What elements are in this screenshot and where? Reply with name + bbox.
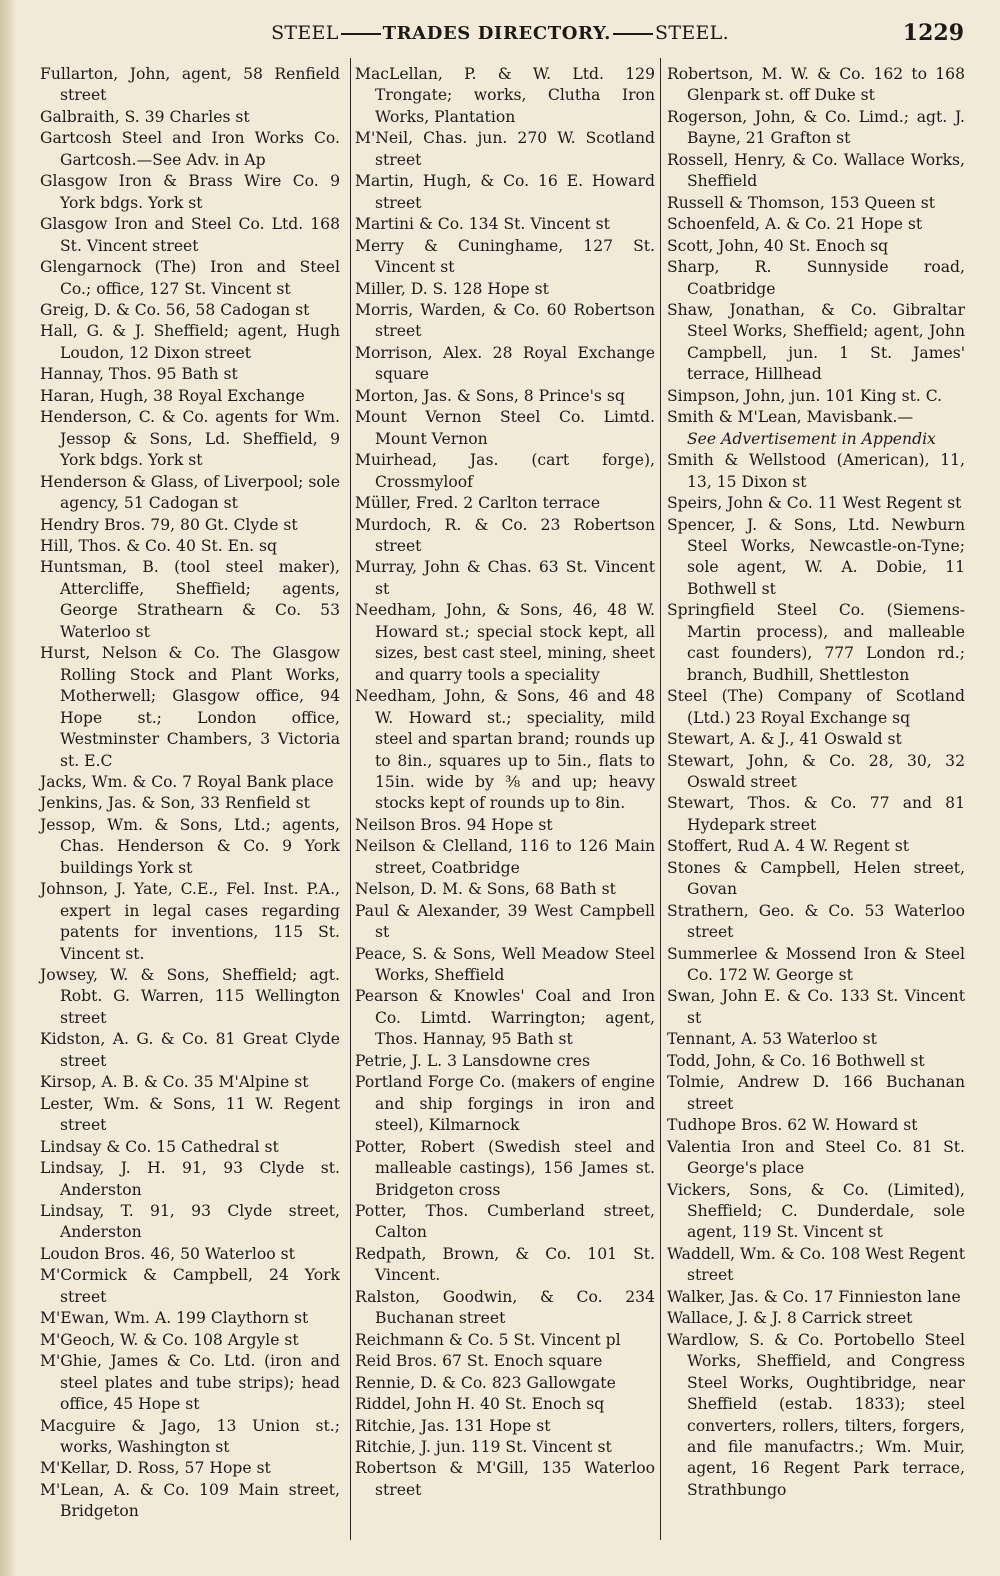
directory-entry: Glengarnock (The) Iron and Steel Co.; office, 127 St. Vincent st: [40, 258, 340, 298]
directory-entry: Loudon Bros. 46, 50 Waterloo st: [40, 1244, 295, 1263]
directory-entry: Pearson & Knowles' Coal and Iron Co. Limtd. Warrington; agent, Thos. Hannay, 95 Bath st: [355, 987, 655, 1049]
directory-entry: Stewart, A. & J., 41 Oswald st: [667, 730, 902, 749]
directory-entry: Hannay, Thos. 95 Bath st: [40, 365, 238, 384]
directory-entry: M'Kellar, D. Ross, 57 Hope st: [40, 1459, 271, 1478]
header-right-word: STEEL.: [655, 22, 729, 44]
directory-entry: Petrie, J. L. 3 Lansdowne cres: [355, 1051, 591, 1070]
directory-entry: Potter, Robert (Swedish steel and malleable castings), 156 James st. Bridgeton cross: [355, 1137, 655, 1199]
directory-entry: Glasgow Iron and Steel Co. Ltd. 168 St. Vincent street: [40, 215, 340, 255]
directory-entry: Kidston, A. G. & Co. 81 Great Clyde street: [40, 1030, 340, 1070]
directory-entry: Paul & Alexander, 39 West Campbell st: [355, 901, 655, 942]
directory-entry: Gartcosh Steel and Iron Works Co. Gartcosh.—See Adv. in Ap: [40, 129, 340, 169]
directory-entry: Lester, Wm. & Sons, 11 W. Regent street: [40, 1094, 340, 1135]
directory-entry: Haran, Hugh, 38 Royal Exchange: [40, 386, 305, 405]
directory-entry: Steel (The) Company of Scotland (Ltd.) 23 Royal Exchange sq: [667, 687, 965, 727]
directory-entry: Lindsay & Co. 15 Cathedral st: [40, 1137, 279, 1156]
directory-entry: Strathern, Geo. & Co. 53 Waterloo street: [667, 901, 965, 942]
directory-entry: Jowsey, W. & Sons, Sheffield; agt. Robt. G. Warren, 115 Wellington street: [40, 966, 340, 1027]
directory-entry: Stewart, Thos. & Co. 77 and 81 Hydepark street: [667, 794, 965, 834]
directory-entry: Simpson, John, jun. 101 King st. C.: [667, 386, 943, 405]
column-rule-right: [660, 58, 661, 1540]
directory-entry: Needham, John, & Sons, 46 and 48 W. Howard st.; speciality, mild steel and spartan brand; rounds up to 8in., squares up to 5in., flats to 15in. wide by ⅜ and up; heavy stocks kept of rounds up to 8in.: [355, 687, 655, 813]
directory-entry: Reid Bros. 67 St. Enoch square: [355, 1352, 603, 1371]
directory-entry: Neilson Bros. 94 Hope st: [355, 815, 553, 834]
directory-entry: Fullarton, John, agent, 58 Renfield street: [40, 65, 340, 105]
directory-entry: Muirhead, Jas. (cart forge), Crossmyloof: [355, 451, 655, 491]
directory-entry: Spencer, J. & Sons, Ltd. Newburn Steel Works, Newcastle-on-Tyne; sole agent, W. A. Dobie, 11 Bothwell st: [667, 515, 965, 598]
directory-entry: Rennie, D. & Co. 823 Gallowgate: [355, 1373, 616, 1392]
directory-entry: Huntsman, B. (tool steel maker), Attercliffe, Sheffield; agents, George Strathearn & Co. 53 Waterloo st: [40, 558, 340, 641]
directory-entry: Jessop, Wm. & Sons, Ltd.; agents, Chas. Henderson & Co. 9 York buildings York st: [40, 815, 340, 877]
directory-entry: See Advertisement in Appendix: [687, 429, 936, 448]
directory-entry: Jenkins, Jas. & Son, 33 Renfield st: [40, 794, 310, 813]
directory-entry: Stones & Campbell, Helen street, Govan: [667, 858, 965, 899]
directory-entry: Smith & M'Lean, Mavisbank.—: [667, 408, 914, 427]
directory-entry: Tudhope Bros. 62 W. Howard st: [667, 1116, 918, 1135]
directory-entry: M'Geoch, W. & Co. 108 Argyle st: [40, 1330, 299, 1349]
directory-entry: Henderson & Glass, of Liverpool; sole agency, 51 Cadogan st: [40, 472, 340, 513]
directory-entry: Murray, John & Chas. 63 St. Vincent st: [355, 558, 655, 598]
directory-entry: M'Ewan, Wm. A. 199 Claythorn st: [40, 1309, 309, 1328]
directory-entry: Martini & Co. 134 St. Vincent st: [355, 215, 610, 234]
directory-entry: Murdoch, R. & Co. 23 Robertson street: [355, 515, 655, 555]
directory-entry: Hill, Thos. & Co. 40 St. En. sq: [40, 536, 278, 555]
directory-entry: Galbraith, S. 39 Charles st: [40, 107, 250, 126]
directory-entry: Kirsop, A. B. & Co. 35 M'Alpine st: [40, 1073, 309, 1092]
directory-entry: Peace, S. & Sons, Well Meadow Steel Works, Sheffield: [355, 944, 655, 985]
header-directory-title: TRADES DIRECTORY.: [382, 23, 612, 44]
directory-entry: Reichmann & Co. 5 St. Vincent pl: [355, 1330, 621, 1349]
directory-entry: Martin, Hugh, & Co. 16 E. Howard street: [355, 172, 655, 212]
directory-entry: Glasgow Iron & Brass Wire Co. 9 York bdgs. York st: [40, 172, 340, 212]
directory-entry: Shaw, Jonathan, & Co. Gibraltar Steel Works, Sheffield; agent, John Campbell, jun. 1 St. James' terrace, Hillhead: [667, 300, 965, 384]
directory-entry: Morton, Jas. & Sons, 8 Prince's sq: [355, 386, 625, 405]
directory-column-1: [40, 64, 340, 1523]
directory-entry: Hendry Bros. 79, 80 Gt. Clyde st: [40, 515, 298, 534]
header-dash-right: [613, 33, 653, 35]
directory-entry: Schoenfeld, A. & Co. 21 Hope st: [667, 215, 923, 234]
directory-entry: Greig, D. & Co. 56, 58 Cadogan st: [40, 300, 310, 319]
header-title: [30, 22, 970, 44]
directory-entry: Hurst, Nelson & Co. The Glasgow Rolling Stock and Plant Works, Motherwell; Glasgow office, 94 Hope st.; London office, Westminster Chambers, 3 Victoria st. E.C: [40, 644, 340, 770]
directory-entry: M'Ghie, James & Co. Ltd. (iron and steel plates and tube strips); head office, 45 Hope st: [40, 1352, 340, 1414]
directory-entry: Stoffert, Rud A. 4 W. Regent st: [667, 837, 909, 856]
directory-entry: Sharp, R. Sunnyside road, Coatbridge: [667, 258, 965, 298]
directory-entry: Merry & Cuninghame, 127 St. Vincent st: [355, 236, 655, 277]
directory-entry: Henderson, C. & Co. agents for Wm. Jessop & Sons, Ld. Sheffield, 9 York bdgs. York st: [40, 408, 340, 470]
directory-entry: Swan, John E. & Co. 133 St. Vincent st: [667, 987, 965, 1027]
directory-entry: Nelson, D. M. & Sons, 68 Bath st: [355, 880, 616, 899]
directory-entry: Walker, Jas. & Co. 17 Finnieston lane: [667, 1287, 961, 1306]
directory-entry: Vickers, Sons, & Co. (Limited), Sheffield; C. Dunderdale, sole agent, 119 St. Vincent st: [667, 1180, 965, 1242]
directory-entry: Robertson, M. W. & Co. 162 to 168 Glenpark st. off Duke st: [667, 65, 965, 105]
page-number: 1229: [902, 20, 964, 46]
directory-entry: Rossell, Henry, & Co. Wallace Works, Sheffield: [667, 150, 965, 191]
directory-entry: Neilson & Clelland, 116 to 126 Main street, Coatbridge: [355, 837, 655, 877]
directory-entry: Lindsay, T. 91, 93 Clyde street, Anderston: [40, 1202, 340, 1242]
directory-entry: Stewart, John, & Co. 28, 30, 32 Oswald street: [667, 751, 965, 791]
directory-entry: Valentia Iron and Steel Co. 81 St. George's place: [667, 1137, 965, 1178]
directory-entry: Lindsay, J. H. 91, 93 Clyde st. Anderston: [40, 1159, 340, 1199]
directory-entry: Tennant, A. 53 Waterloo st: [667, 1030, 877, 1049]
directory-entry: MacLellan, P. & W. Ltd. 129 Trongate; works, Clutha Iron Works, Plantation: [355, 65, 655, 126]
directory-entry: Smith & Wellstood (American), 11, 13, 15 Dixon st: [667, 451, 965, 491]
directory-entry: M'Lean, A. & Co. 109 Main street, Bridgeton: [40, 1480, 340, 1521]
column-rule-left: [350, 58, 351, 1540]
directory-entry: Morris, Warden, & Co. 60 Robertson street: [355, 300, 655, 341]
directory-column-3: [667, 64, 965, 1501]
directory-entry: Speirs, John & Co. 11 West Regent st: [667, 494, 962, 513]
directory-entry: Russell & Thomson, 153 Queen st: [667, 193, 936, 212]
directory-entry: Macguire & Jago, 13 Union st.; works, Washington st: [40, 1416, 340, 1456]
directory-entry: M'Neil, Chas. jun. 270 W. Scotland street: [355, 129, 655, 169]
directory-column-2: [355, 64, 655, 1501]
directory-entry: Scott, John, 40 St. Enoch sq: [667, 236, 889, 255]
directory-entry: Wardlow, S. & Co. Portobello Steel Works, Sheffield, and Congress Steel Works, Oughtibridge, near Sheffield (estab. 1833); steel converters, rollers, tilters, forgers, and file manufactrs.; Wm. Muir, agent, 16 Regent Park terrace, Strathbungo: [667, 1330, 965, 1499]
directory-entry: Hall, G. & J. Sheffield; agent, Hugh Loudon, 12 Dixon street: [40, 322, 340, 362]
directory-entry: Needham, John, & Sons, 46, 48 W. Howard st.; special stock kept, all sizes, best cast steel, mining, sheet and quarry tools a speciality: [355, 601, 655, 684]
page-binding-edge: [0, 0, 16, 1576]
directory-entry: Johnson, J. Yate, C.E., Fel. Inst. P.A., expert in legal cases regarding patents for inventions, 115 St. Vincent st.: [40, 880, 340, 963]
directory-entry: Todd, John, & Co. 16 Bothwell st: [667, 1051, 925, 1070]
directory-entry: Springfield Steel Co. (Siemens-Martin process), and malleable cast founders), 777 London rd.; branch, Budhill, Shettleston: [667, 601, 965, 684]
directory-entry: Wallace, J. & J. 8 Carrick street: [667, 1309, 913, 1328]
running-header: [30, 18, 970, 54]
directory-entry: Robertson & M'Gill, 135 Waterloo street: [355, 1459, 655, 1499]
header-left-word: STEEL: [271, 22, 339, 44]
directory-entry: Waddell, Wm. & Co. 108 West Regent street: [667, 1244, 965, 1285]
directory-entry: Miller, D. S. 128 Hope st: [355, 279, 549, 298]
directory-entry: Riddel, John H. 40 St. Enoch sq: [355, 1395, 605, 1414]
directory-entry: Mount Vernon Steel Co. Limtd. Mount Vernon: [355, 408, 655, 448]
directory-entry: Rogerson, John, & Co. Limd.; agt. J. Bayne, 21 Grafton st: [667, 107, 965, 148]
header-dash-left: [341, 33, 381, 35]
directory-entry: Summerlee & Mossend Iron & Steel Co. 172 W. George st: [667, 944, 965, 985]
directory-entry: Portland Forge Co. (makers of engine and ship forgings in iron and steel), Kilmarnock: [355, 1073, 655, 1135]
directory-entry: Redpath, Brown, & Co. 101 St. Vincent.: [355, 1244, 655, 1285]
directory-entry: Jacks, Wm. & Co. 7 Royal Bank place: [40, 772, 334, 791]
directory-entry: Ritchie, J. jun. 119 St. Vincent st: [355, 1438, 612, 1456]
directory-entry: Ritchie, Jas. 131 Hope st: [355, 1416, 551, 1435]
directory-entry: Morrison, Alex. 28 Royal Exchange square: [355, 343, 655, 384]
directory-entry: Müller, Fred. 2 Carlton terrace: [355, 494, 601, 513]
directory-entry: M'Cormick & Campbell, 24 York street: [40, 1266, 340, 1306]
directory-entry: Tolmie, Andrew D. 166 Buchanan street: [667, 1073, 965, 1113]
directory-entry: Ralston, Goodwin, & Co. 234 Buchanan street: [355, 1287, 655, 1328]
directory-entry: Potter, Thos. Cumberland street, Calton: [355, 1202, 655, 1242]
